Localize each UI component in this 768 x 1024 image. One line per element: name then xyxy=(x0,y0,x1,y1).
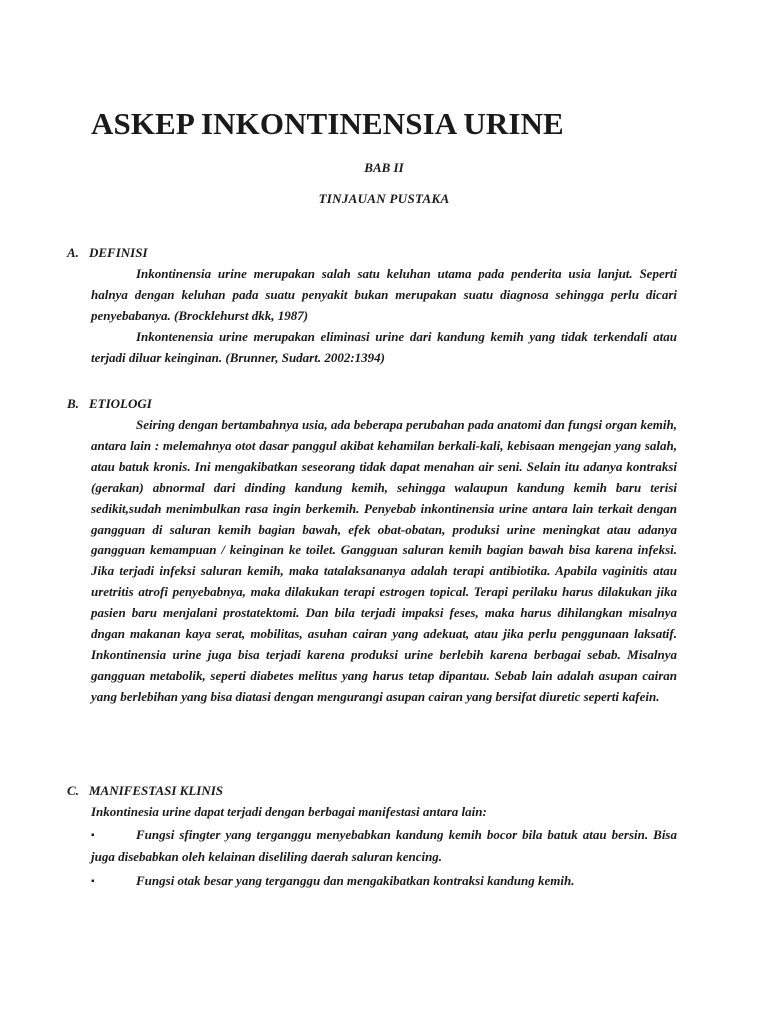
list-item xyxy=(91,870,677,892)
definisi-paragraph-1: Inkontinensia urine merupakan salah satu keluhan utama pada penderita usia lanjut. Seperti halnya dengan keluhan pada suatu penyakit bukan merupakan suatu diagnosa sehingga perlu dicari penyebabanya. (Brocklehurst dkk, 1987) xyxy=(91,266,677,323)
section-letter: A. xyxy=(67,245,79,260)
section-letter: B. xyxy=(67,396,79,411)
list-item-text: Fungsi otak besar yang terganggu dan mengakibatkan kontraksi kandung kemih. xyxy=(136,873,575,888)
document-title: ASKEP INKONTINENSIA URINE xyxy=(91,106,564,141)
chapter-label: BAB II xyxy=(364,160,404,175)
section-title: MANIFESTASI KLINIS xyxy=(89,783,224,798)
section-heading-definisi xyxy=(67,245,148,261)
definisi-paragraph-2: Inkontenensia urine merupakan eliminasi urine dari kandung kemih yang tidak terkendali atau terjadi diluar keinginan. (Brunner, Sudart. 2002:1394) xyxy=(91,329,677,365)
bullet-icon: ▪ xyxy=(91,830,95,841)
section-title: ETIOLOGI xyxy=(89,396,152,411)
section-heading-manifestasi xyxy=(67,783,223,799)
manifestasi-intro: Inkontinesia urine dapat terjadi dengan berbagai manifestasi antara lain: xyxy=(91,804,487,819)
chapter-subtitle: TINJAUAN PUSTAKA xyxy=(318,191,450,206)
list-item-text: Fungsi sfingter yang terganggu menyebabkan kandung kemih bocor bila batuk atau bersin. Bisa juga disebabkan oleh kelainan diseliling daerah saluran kencing. xyxy=(91,827,677,864)
list-item xyxy=(91,824,677,867)
bullet-icon: ▪ xyxy=(91,876,95,887)
section-letter: C. xyxy=(67,783,79,798)
section-heading-etiologi xyxy=(67,396,152,412)
section-title: DEFINISI xyxy=(89,245,148,260)
etiologi-paragraph: Seiring dengan bertambahnya usia, ada beberapa perubahan pada anatomi dan fungsi organ kemih, antara lain : melemahnya otot dasar panggul akibat kehamilan berkali-kali, kebisaan mengejan yang salah, atau batuk kronis. Ini mengakibatkan seseorang tidak dapat menahan air seni. Selain itu adanya kontraksi (gerakan) abnormal dari dinding kandung kemih, sehingga walaupun kandung kemih baru terisi sedikit,sudah menimbulkan rasa ingin berkemih. Penyebab inkontinensia urine antara lain terkait dengan gangguan di saluran kemih bagian bawah, efek obat-obatan, produksi urine meningkat atau adanya gangguan kemampuan / keinginan ke toilet. Gangguan saluran kemih bagian bawah bisa karena infeksi. Jika terjadi infeksi saluran kemih, maka tatalaksananya adalah terapi antibiotika. Apabila vaginitis atau uretritis atrofi penyebabnya, maka dilakukan terapi estrogen topical. Terapi perilaku harus dilakukan jika pasien baru menjalani prostatektomi. Dan bila terjadi impaksi feses, maka harus dihilangkan misalnya dngan makanan kaya serat, mobilitas, asuhan cairan yang adekuat, atau jika perlu penggunaan laksatif. Inkontinensia urine juga bisa terjadi karena produksi urine berlebih karena berbagai sebab. Misalnya gangguan metabolik, seperti diabetes melitus yang harus tetap dipantau. Sebab lain adalah asupan cairan yang berlebihan yang bisa diatasi dengan mengurangi asupan cairan yang bersifat diuretic seperti kafein. xyxy=(91,417,677,704)
